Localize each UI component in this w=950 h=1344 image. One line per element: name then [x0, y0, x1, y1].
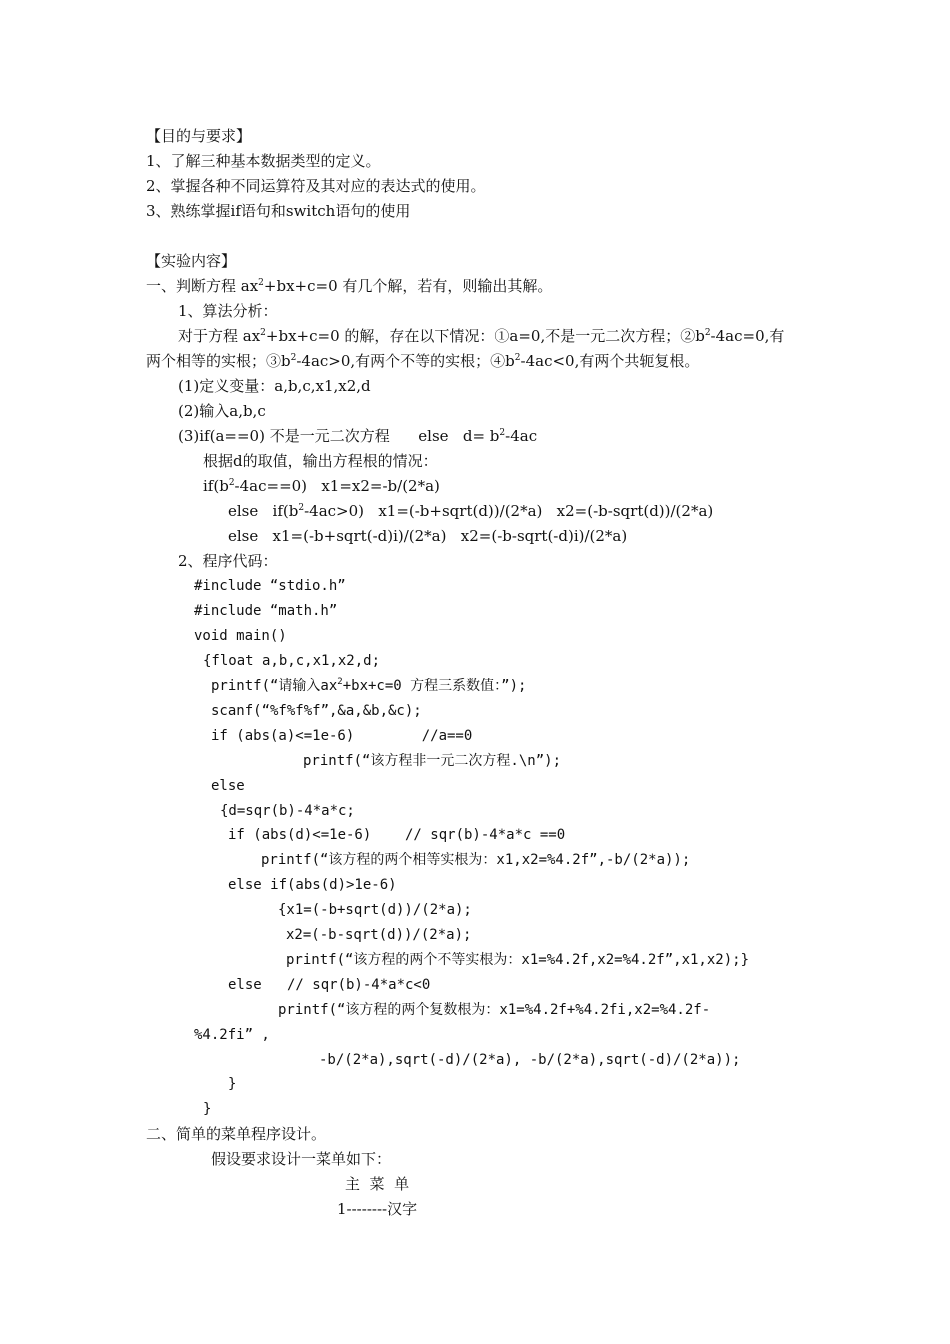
code-line: {d=sqr(b)-4*a*c; — [220, 803, 355, 819]
task1-title: 一、判断方程 $ax^2+bx+c=0$ 有几个解，若有，则输出其解。 — [146, 277, 553, 295]
goals-heading: 【目的与要求】 — [146, 127, 252, 145]
code-line: #include “stdio.h” — [194, 578, 346, 594]
analysis-line-2: 两个相等的实根；$③b^2-4ac>0$,有两个不等的实根；$④b^2-4ac<0$,有两个共轭复根。 — [146, 352, 700, 370]
code-line: %4.2fi” , — [194, 1027, 270, 1043]
code-line: if (abs(a)<=1e-6) //a==0 — [211, 728, 473, 744]
code-line: scanf(“%f%f%f”,&a,&b,&c); — [211, 703, 422, 719]
step-by-d: 根据d的取值，输出方程根的情况： — [203, 452, 438, 470]
code-line: void main() — [194, 628, 287, 644]
step-define-vars: (1)定义变量：a,b,c,x1,x2,d — [178, 377, 371, 395]
code-line: else — [211, 778, 245, 794]
step-d-zero: $if(b^2-4ac==0)$ x1=x2=-b/(2*a) — [203, 477, 440, 495]
menu-item-1: 1--------汉字 — [337, 1200, 418, 1218]
step-d-negative: else x1=(-b+sqrt(-d)i)/(2*a) x2=(-b-sqrt(-d)i)/(2*a) — [228, 527, 628, 545]
code-line: x2=(-b-sqrt(d))/(2*a); — [286, 927, 472, 943]
code-line: {float a,b,c,x1,x2,d; — [203, 653, 381, 669]
code-line: printf(“该方程的两个不等实根为：x1=%4.2f,x2=%4.2f”,x1,x2);} — [286, 952, 750, 968]
task2-title: 二、简单的菜单程序设计。 — [146, 1125, 327, 1143]
code-line: #include “math.h” — [194, 603, 338, 619]
code-line: {x1=(-b+sqrt(d))/(2*a); — [278, 902, 472, 918]
goal-item-1: 1、了解三种基本数据类型的定义。 — [146, 152, 381, 170]
code-line: printf(“该方程的两个相等实根为：x1,x2=%4.2f”,-b/(2*a)); — [261, 852, 691, 868]
goal-item-2: 2、掌握各种不同运算符及其对应的表达式的使用。 — [146, 177, 486, 195]
code-line: printf(“该方程的两个复数根为：x1=%4.2f+%4.2fi,x2=%4.2f- — [278, 1002, 711, 1018]
step-input: (2)输入a,b,c — [178, 402, 266, 420]
step-d-positive: else $if(b^2-4ac>0)$ x1=(-b+sqrt(d))/(2*a) x2=(-b-sqrt(d))/(2*a) — [228, 502, 714, 520]
goal-item-3: 3、熟练掌握if语句和switch语句的使用 — [146, 202, 411, 220]
code-line: if (abs(d)<=1e-6) // sqr(b)-4*a*c ==0 — [228, 827, 566, 843]
code-line: else // sqr(b)-4*a*c<0 — [228, 977, 431, 993]
analysis-line-1: 对于方程 $ax^2+bx+c=0$ 的解，存在以下情况：①a=0,不是一元二次方程；$②b^2-4ac=0$,有 — [178, 327, 785, 345]
code-line: } — [228, 1076, 237, 1092]
code-line: -b/(2*a),sqrt(-d)/(2*a), -b/(2*a),sqrt(-d)/(2*a)); — [319, 1052, 741, 1068]
content-heading: 【实验内容】 — [146, 252, 237, 270]
code-heading: 2、程序代码： — [178, 552, 278, 570]
step-if-a: (3)if(a==0) 不是一元二次方程 else $d= b^2-4ac$ — [178, 427, 538, 445]
code-line: else if(abs(d)>1e-6) — [228, 877, 397, 893]
menu-title: 主 菜 单 — [345, 1175, 410, 1193]
task2-intro: 假设要求设计一菜单如下： — [211, 1150, 392, 1168]
code-line: printf(“该方程非一元二次方程.\n”); — [303, 753, 562, 769]
code-line: printf(“请输入$ax^2+bx+c=0$ 方程三系数值：”); — [211, 677, 527, 694]
algorithm-heading: 1、算法分析： — [178, 302, 278, 320]
code-line: } — [203, 1101, 212, 1117]
